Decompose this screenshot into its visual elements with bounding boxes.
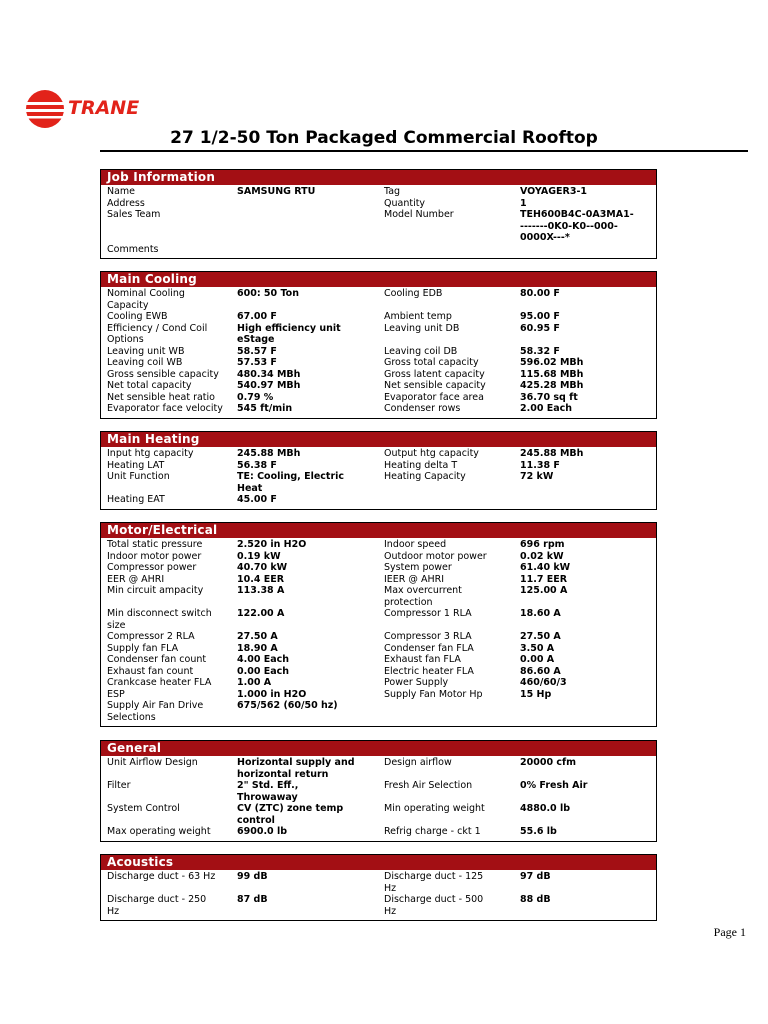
- field-value: 0% Fresh Air: [520, 780, 588, 791]
- field-value: 45.00 F: [237, 494, 277, 505]
- field-value: 2.00 Each: [520, 403, 573, 414]
- field-value: [237, 244, 384, 256]
- table-row: [101, 643, 656, 655]
- field-value: 87 dB: [237, 894, 268, 905]
- logo-text: TRANE: [68, 97, 140, 119]
- field-label: Heating EAT: [107, 494, 165, 505]
- field-label: Power Supply: [384, 677, 449, 688]
- field-label: Sales Team: [107, 209, 161, 220]
- field-label: Heating Capacity: [384, 471, 466, 482]
- field-label: Supply fan FLA: [107, 642, 179, 654]
- trane-logo-icon: [24, 88, 154, 130]
- table-row: [101, 369, 656, 381]
- field-value: 1: [520, 197, 527, 209]
- field-label: Max operating weight: [107, 826, 211, 837]
- section-rows: [101, 538, 656, 726]
- field-value: 3.50 A: [520, 642, 555, 654]
- field-label: Min operating weight: [384, 803, 485, 814]
- field-label: Supply Air Fan Drive Selections: [107, 700, 204, 723]
- field-value: 56.38 F: [237, 459, 277, 471]
- field-value: 10.4 EER: [237, 573, 285, 585]
- field-value: 596.02 MBh: [520, 357, 584, 368]
- field-value: 57.53 F: [237, 357, 277, 368]
- table-row: [101, 539, 656, 551]
- table-row: [101, 460, 656, 472]
- field-value: 545 ft/min: [237, 403, 293, 414]
- field-label: Cooling EWB: [107, 311, 168, 322]
- field-label: Leaving unit WB: [107, 345, 185, 357]
- table-row: [101, 551, 656, 563]
- field-label: Refrig charge - ckt 1: [384, 826, 481, 837]
- field-label: Filter: [107, 780, 131, 791]
- field-label: Indoor motor power: [107, 550, 202, 562]
- field-value: 99 dB: [237, 871, 268, 882]
- section-rows: [101, 287, 656, 418]
- table-row: [101, 894, 656, 917]
- table-row: [101, 780, 656, 803]
- table-row: [101, 562, 656, 574]
- table-row: [101, 403, 656, 415]
- field-label: Net total capacity: [107, 380, 192, 391]
- table-row: [101, 448, 656, 460]
- field-label: Discharge duct - 500 Hz: [384, 894, 484, 917]
- section-heading: Job Information: [101, 170, 656, 185]
- field-value: 27.50 A: [520, 631, 561, 642]
- field-value: 245.88 MBh: [520, 448, 584, 459]
- field-label: Nominal Cooling Capacity: [107, 288, 185, 311]
- section-motor-electrical: [100, 522, 657, 727]
- field-value: 58.32 F: [520, 345, 560, 357]
- table-row: [101, 494, 656, 506]
- field-value: VOYAGER3-1: [520, 186, 588, 197]
- section-main-cooling: [100, 271, 657, 419]
- field-value: 6900.0 lb: [237, 826, 288, 837]
- field-value: [520, 494, 656, 506]
- field-value: 2" Std. Eff., Throwaway: [237, 780, 299, 803]
- field-label: Supply Fan Motor Hp: [384, 688, 483, 700]
- field-label: Heating LAT: [107, 459, 165, 471]
- table-row: [101, 757, 656, 780]
- field-label: Min disconnect switch size: [107, 608, 212, 631]
- field-label: Gross sensible capacity: [107, 368, 219, 380]
- table-row: [101, 288, 656, 311]
- field-value: 18.60 A: [520, 608, 561, 619]
- section-rows: [101, 185, 656, 258]
- field-value: 460/60/3: [520, 677, 567, 688]
- field-value: TEH600B4C-0A3MA1- -------0K0-K0--000- 0000X---*: [520, 209, 634, 243]
- field-value: 20000 cfm: [520, 757, 577, 768]
- field-label: Design airflow: [384, 757, 452, 768]
- table-row: [101, 689, 656, 701]
- section-heading: Motor/Electrical: [101, 523, 656, 538]
- field-label: Compressor power: [107, 562, 197, 573]
- field-label: Net sensible heat ratio: [107, 391, 215, 403]
- table-row: [101, 666, 656, 678]
- field-value: 540.97 MBh: [237, 380, 301, 391]
- field-value: 15 Hp: [520, 688, 552, 700]
- table-row: [101, 186, 656, 198]
- field-label: Condenser rows: [384, 403, 461, 414]
- field-label: Leaving unit DB: [384, 322, 460, 334]
- field-value: 696 rpm: [520, 539, 565, 550]
- field-label: System Control: [107, 803, 180, 814]
- field-value: 80.00 F: [520, 288, 560, 299]
- field-value: 58.57 F: [237, 345, 277, 357]
- page-number: Page 1: [713, 925, 746, 939]
- field-value: 36.70 sq ft: [520, 391, 578, 403]
- field-value: [520, 244, 656, 256]
- field-label: Net sensible capacity: [384, 380, 486, 391]
- field-label: Leaving coil DB: [384, 345, 458, 357]
- field-label: Model Number: [384, 209, 454, 220]
- field-label: Exhaust fan count: [107, 665, 194, 677]
- field-value: [237, 209, 384, 244]
- table-row: [101, 357, 656, 369]
- field-label: Compressor 3 RLA: [384, 631, 472, 642]
- page-title: 27 1/2-50 Ton Packaged Commercial Rooftop: [170, 128, 598, 148]
- table-row: [101, 654, 656, 666]
- field-label: Gross total capacity: [384, 357, 479, 368]
- field-value: 67.00 F: [237, 311, 277, 322]
- table-row: [101, 826, 656, 838]
- field-label: Quantity: [384, 197, 426, 209]
- section-rows: [101, 870, 656, 920]
- field-value: 40.70 kW: [237, 562, 288, 573]
- field-value: 55.6 lb: [520, 826, 557, 837]
- section-rows: [101, 756, 656, 841]
- field-value: 60.95 F: [520, 322, 560, 334]
- field-value: 0.19 kW: [237, 550, 281, 562]
- table-row: [101, 677, 656, 689]
- field-value: [237, 198, 384, 210]
- field-label: Compressor 1 RLA: [384, 608, 472, 619]
- field-label: Name: [107, 186, 136, 197]
- field-label: Comments: [107, 243, 159, 255]
- table-row: [101, 574, 656, 586]
- field-label: Unit Airflow Design: [107, 757, 198, 768]
- field-label: Leaving coil WB: [107, 357, 183, 368]
- field-value: 2.520 in H2O: [237, 539, 307, 550]
- field-value: 0.00 Each: [237, 665, 290, 677]
- field-value: 27.50 A: [237, 631, 278, 642]
- section-main-heating: [100, 431, 657, 510]
- table-row: [101, 608, 656, 631]
- table-row: [101, 198, 656, 210]
- field-label: Electric heater FLA: [384, 665, 474, 677]
- field-label: Unit Function: [107, 471, 170, 482]
- field-value: SAMSUNG RTU: [237, 186, 316, 197]
- field-label: Tag: [384, 186, 401, 197]
- table-row: [101, 392, 656, 404]
- field-value: 675/562 (60/50 hz): [237, 700, 338, 711]
- trane-logo: [24, 88, 154, 130]
- table-row: [101, 323, 656, 346]
- table-row: [101, 209, 656, 244]
- field-value: 115.68 MBh: [520, 368, 584, 380]
- section-acoustics: [100, 854, 657, 921]
- field-label: Gross latent capacity: [384, 368, 485, 380]
- field-label: ESP: [107, 688, 125, 700]
- table-row: [101, 346, 656, 358]
- field-value: Horizontal supply and horizontal return: [237, 757, 355, 780]
- field-value: 113.38 A: [237, 585, 285, 596]
- table-row: [101, 311, 656, 323]
- field-value: 61.40 kW: [520, 562, 571, 573]
- field-label: Indoor speed: [384, 539, 447, 550]
- field-label: Total static pressure: [107, 539, 203, 550]
- field-label: Discharge duct - 250 Hz: [107, 894, 207, 917]
- field-value: 1.00 A: [237, 677, 272, 688]
- field-label: Efficiency / Cond Coil Options: [107, 322, 208, 345]
- field-value: 245.88 MBh: [237, 448, 301, 459]
- field-value: [520, 700, 656, 723]
- field-value: CV (ZTC) zone temp control: [237, 803, 344, 826]
- field-label: Min circuit ampacity: [107, 585, 204, 596]
- section-heading: Acoustics: [101, 855, 656, 870]
- field-label: Outdoor motor power: [384, 550, 487, 562]
- section-rows: [101, 447, 656, 509]
- table-row: [101, 244, 656, 256]
- field-value: 1.000 in H2O: [237, 688, 307, 700]
- field-value: 86.60 A: [520, 665, 561, 677]
- field-label: Max overcurrent protection: [384, 585, 462, 608]
- field-value: 88 dB: [520, 894, 551, 905]
- field-label: EER @ AHRI: [107, 573, 165, 585]
- field-value: 125.00 A: [520, 585, 568, 596]
- section-job-information: [100, 169, 657, 259]
- field-value: High efficiency unit eStage: [237, 322, 341, 345]
- table-row: [101, 585, 656, 608]
- field-value: 72 kW: [520, 471, 554, 482]
- field-label: Input htg capacity: [107, 448, 194, 459]
- table-row: [101, 471, 656, 494]
- field-label: Evaporator face velocity: [107, 403, 223, 414]
- field-label: Fresh Air Selection: [384, 780, 473, 791]
- field-label: IEER @ AHRI: [384, 573, 444, 585]
- field-label: [384, 244, 520, 256]
- field-value: 122.00 A: [237, 608, 285, 619]
- field-label: Discharge duct - 125 Hz: [384, 871, 484, 894]
- field-label: [384, 494, 520, 506]
- field-label: Evaporator face area: [384, 391, 484, 403]
- field-value: 95.00 F: [520, 311, 560, 322]
- field-value: 0.00 A: [520, 654, 555, 665]
- section-heading: General: [101, 741, 656, 756]
- field-value: 11.7 EER: [520, 573, 568, 585]
- field-value: 4880.0 lb: [520, 803, 571, 814]
- field-label: Condenser fan FLA: [384, 642, 474, 654]
- field-value: 18.90 A: [237, 642, 278, 654]
- field-label: Cooling EDB: [384, 288, 443, 299]
- field-label: Heating delta T: [384, 459, 458, 471]
- field-value: 0.02 kW: [520, 550, 564, 562]
- field-label: Address: [107, 197, 145, 209]
- field-label: Crankcase heater FLA: [107, 677, 212, 688]
- field-value: 4.00 Each: [237, 654, 290, 665]
- field-label: [384, 700, 520, 723]
- section-general: [100, 740, 657, 842]
- field-value: 97 dB: [520, 871, 551, 882]
- table-row: [101, 871, 656, 894]
- field-label: Compressor 2 RLA: [107, 631, 195, 642]
- field-value: 600: 50 Ton: [237, 288, 299, 299]
- field-value: TE: Cooling, Electric Heat: [237, 471, 345, 494]
- field-label: Ambient temp: [384, 311, 452, 322]
- title-rule: [100, 150, 748, 152]
- table-row: [101, 631, 656, 643]
- field-value: 0.79 %: [237, 391, 274, 403]
- field-label: System power: [384, 562, 452, 573]
- section-heading: Main Heating: [101, 432, 656, 447]
- field-value: 11.38 F: [520, 459, 560, 471]
- section-heading: Main Cooling: [101, 272, 656, 287]
- field-label: Discharge duct - 63 Hz: [107, 871, 216, 882]
- field-label: Output htg capacity: [384, 448, 479, 459]
- field-value: 425.28 MBh: [520, 380, 584, 391]
- table-row: [101, 380, 656, 392]
- table-row: [101, 803, 656, 826]
- table-row: [101, 700, 656, 723]
- field-label: Exhaust fan FLA: [384, 654, 461, 665]
- field-label: Condenser fan count: [107, 654, 207, 665]
- field-value: 480.34 MBh: [237, 368, 301, 380]
